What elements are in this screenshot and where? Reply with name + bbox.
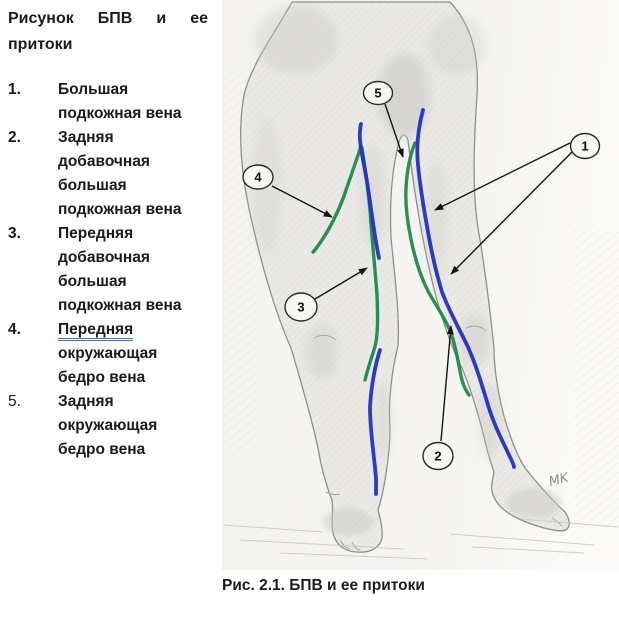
callout-1 [571, 134, 600, 159]
legend-item-4 [8, 318, 210, 390]
legend-item-line: подкожная вена [58, 105, 182, 122]
background-hatch-right [574, 230, 619, 530]
artist-signature: MK [547, 470, 571, 490]
callout-5 [364, 82, 393, 105]
legend-item-line: Большая [58, 81, 129, 98]
legend-item-number: 4. [8, 321, 21, 338]
legend-item-line: большая [58, 273, 127, 290]
legend-item-line: окружающая [58, 345, 158, 362]
legend-list [8, 78, 210, 462]
legend-item-2 [8, 126, 210, 222]
callout-label-5: 5 [374, 85, 382, 101]
legend-item-line: бедро вена [58, 441, 146, 458]
legs-veins-sketch [222, 0, 619, 570]
legend-item-number: 1. [8, 81, 21, 98]
legend-item-line: большая [58, 177, 127, 194]
callout-4 [243, 165, 273, 189]
legend-item-line: бедро вена [58, 369, 146, 386]
callout-2 [423, 443, 453, 470]
legend-item-number: 2. [8, 129, 21, 146]
figure-caption: Рис. 2.1. БПВ и ее притоки [222, 577, 425, 594]
legend-item-number: 5. [8, 393, 21, 410]
legend-item-line: добавочная [58, 153, 150, 170]
legend-title: Рисунок БПВ и ее притоки [8, 10, 208, 53]
callout-label-3: 3 [297, 299, 305, 315]
legend-item-line [58, 318, 208, 342]
callout-label-2: 2 [434, 448, 442, 464]
anatomical-figure [222, 0, 619, 570]
callout-label-4: 4 [254, 169, 262, 185]
legend-item-line: подкожная вена [58, 201, 182, 218]
legend-item-3 [8, 222, 210, 318]
legend-item-5 [8, 390, 210, 462]
legend-item-line: окружающая [58, 417, 158, 434]
legend-item-line: Передняя [58, 225, 134, 242]
callout-label-1: 1 [581, 138, 589, 154]
underlined-word: Передняя [58, 321, 133, 341]
legend-item-line: Задняя [58, 393, 114, 410]
legend-item-line: Задняя [58, 129, 114, 146]
legend-panel [8, 6, 210, 462]
legend-item-number: 3. [8, 225, 21, 242]
callout-3 [285, 293, 317, 321]
legend-item-line: добавочная [58, 249, 150, 266]
legend-item-1 [8, 78, 210, 126]
legend-item-line: подкожная вена [58, 297, 182, 314]
